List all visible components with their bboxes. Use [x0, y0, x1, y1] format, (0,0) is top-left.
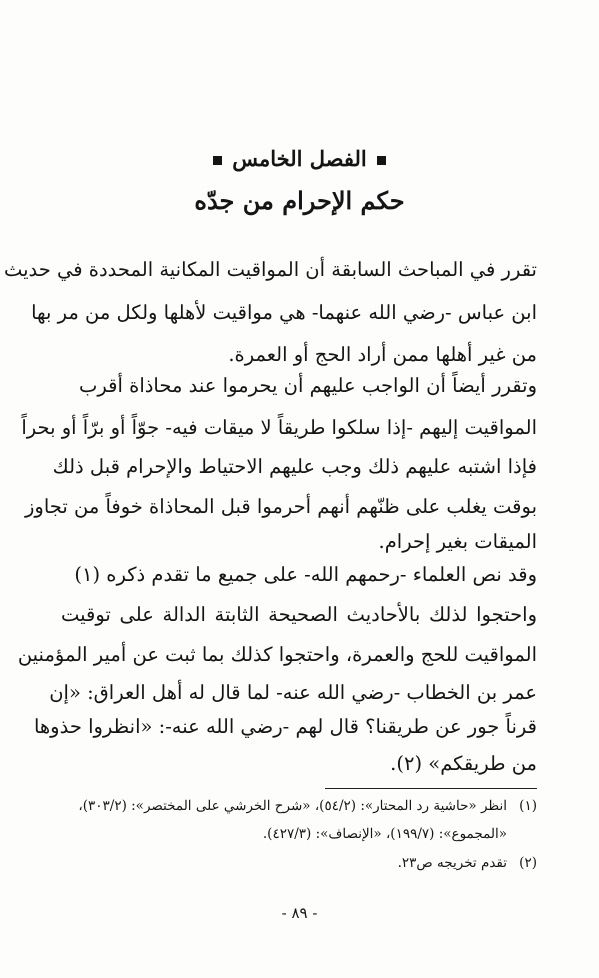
- paragraph-line: واحتجوا لذلك بالأحاديث الصحيحة الثابتة الدالة على توقيت: [61, 603, 537, 626]
- paragraph-line: تقرر في المباحث السابقة أن المواقيت المكانية المحددة في حديث: [3, 258, 537, 281]
- paragraph-line: من طريقكم» (٢).: [390, 752, 537, 775]
- section-title: حكم الإحرام من جدّه: [194, 186, 405, 215]
- footnote-text: «المجموع»: (١٩٩/٧)، «الإنصاف»: (٤٢٧/٣).: [262, 826, 507, 842]
- chapter-label: الفصل الخامس: [232, 146, 367, 171]
- paragraph-line: المواقيت للحج والعمرة، واحتجوا كذلك بما ثبت عن أمير المؤمنين: [17, 643, 537, 666]
- page-number: - ٨٩ -: [281, 904, 318, 922]
- paragraph-line: المواقيت إليهم -إذا سلكوا طريقاً لا ميقات فيه- جوّاً أو برّاً أو بحراً: [21, 416, 537, 439]
- footnote-number: (١): [519, 798, 537, 814]
- footnote-continuation: [57, 826, 537, 842]
- footnote-text: تقدم تخريجه ص٢٣.: [397, 855, 507, 871]
- square-bullet-icon: [213, 156, 222, 165]
- paragraph-line: بوقت يغلب على ظنّهم أنهم أحرموا قبل المحاذاة خوفاً من تجاوز: [24, 495, 537, 518]
- footnote-text: انظر «حاشية رد المحتار»: (٥٤/٢)، «شرح الخرشي على المختصر»: (٣٠٣/٢)،: [78, 798, 507, 814]
- chapter-heading: [0, 146, 599, 171]
- footnote-number: (٢): [519, 855, 537, 871]
- paragraph-line: قرناً جور عن طريقنا؟ قال لهم -رضي الله عنه-: «انظروا حذوها: [33, 715, 537, 738]
- paragraph-line: وقد نص العلماء -رحمهم الله- على جميع ما تقدم ذكره (١): [74, 563, 537, 586]
- footnote: [57, 798, 537, 814]
- paragraph-line: عمر بن الخطاب -رضي الله عنه- لما قال له أهل العراق: «إن: [49, 681, 537, 704]
- paragraph-line: من غير أهلها ممن أراد الحج أو العمرة.: [228, 343, 537, 366]
- footnote: [57, 855, 537, 871]
- paragraph-line: الميقات بغير إحرام.: [378, 530, 537, 553]
- square-bullet-icon: [377, 156, 386, 165]
- paragraph-line: فإذا اشتبه عليهم ذلك وجب عليهم الاحتياط والإحرام قبل ذلك: [52, 455, 537, 478]
- footnote-separator: [325, 788, 537, 789]
- paragraph-line: ابن عباس -رضي الله عنهما- هي مواقيت لأهلها ولكل من مر بها: [31, 301, 537, 324]
- paragraph-line: وتقرر أيضاً أن الواجب عليهم أن يحرموا عند محاذاة أقرب: [79, 374, 537, 397]
